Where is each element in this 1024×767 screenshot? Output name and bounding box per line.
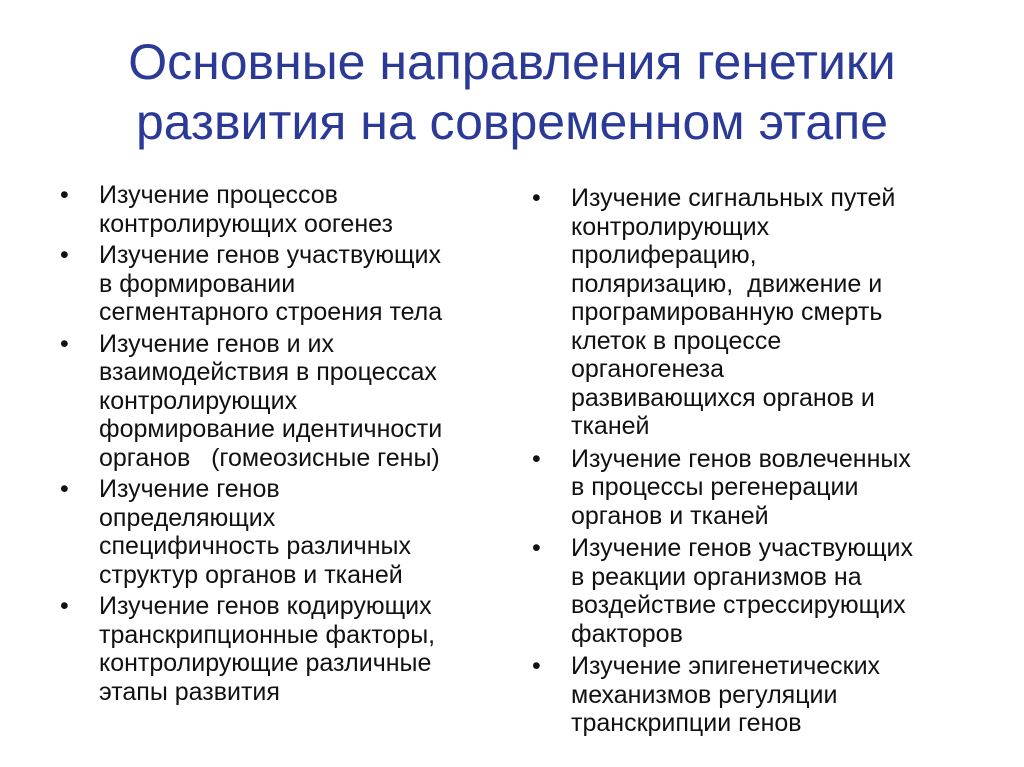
list-item-text <box>571 184 987 441</box>
text-line: специфичность различных <box>99 532 411 560</box>
text-line: структур органов и тканей <box>99 560 403 589</box>
title-line-1: Основные направления генетики <box>128 34 896 90</box>
list-item-text <box>99 592 500 706</box>
text-line: транскрипции генов <box>571 709 802 737</box>
text-line: Изучение эпигенетических <box>571 652 881 680</box>
text-line: Изучение генов <box>99 475 280 503</box>
text-line: воздействие стрессирующих <box>571 591 906 619</box>
text-line: Изучение генов и их <box>99 329 334 358</box>
bullet-dot-icon: • <box>532 184 541 212</box>
bullet-dot-icon: • <box>532 444 541 473</box>
text-line: контролирующих <box>99 386 298 415</box>
title-line-2: развития на современном этапе <box>135 94 889 150</box>
left-bullet-list <box>60 181 500 709</box>
text-line: органов и тканей <box>571 501 769 530</box>
text-line: Изучение генов участвующих <box>99 241 442 269</box>
list-item <box>532 445 987 531</box>
text-line: Изучение генов кодирующих <box>99 592 432 620</box>
text-line: формирование идентичности <box>99 415 443 443</box>
text-line: Изучение генов участвующих <box>571 534 914 562</box>
list-item-text <box>99 181 500 238</box>
bullet-dot-icon: • <box>60 181 69 209</box>
text-line: механизмов регуляции <box>571 680 838 709</box>
text-line: в формировании <box>99 269 296 298</box>
list-item <box>60 592 500 706</box>
text-line: в реакции организмов на <box>571 562 862 591</box>
list-item-text <box>99 475 500 589</box>
text-line: этапы развития <box>99 677 280 706</box>
text-line: транскрипционные факторы, <box>99 620 436 649</box>
slide-title <box>40 32 984 152</box>
text-line: сегментарного строения тела <box>99 298 443 326</box>
text-line: тканей <box>571 412 650 440</box>
text-line: в процессы регенерации <box>571 473 859 501</box>
bullet-dot-icon: • <box>60 241 69 269</box>
text-line: Изучение генов вовлеченных <box>571 444 911 473</box>
bullet-dot-icon: • <box>60 475 69 503</box>
text-line: развивающихся органов и <box>571 383 875 412</box>
list-item <box>532 184 987 441</box>
bullet-dot-icon: • <box>60 592 69 620</box>
text-line: определяющих <box>99 503 276 532</box>
text-line: поляризацию, движение и <box>571 269 883 298</box>
list-item <box>532 652 987 738</box>
text-line: взаимодействия в процессах <box>99 358 437 386</box>
list-item-text <box>99 241 500 327</box>
list-item-text <box>99 330 500 473</box>
list-item-text <box>571 534 987 648</box>
bullet-dot-icon: • <box>532 652 541 680</box>
text-line: Изучение сигнальных путей <box>571 184 896 212</box>
text-line: програмированную смерть <box>571 298 883 326</box>
list-item <box>60 475 500 589</box>
text-line: контролирующих оогенез <box>99 209 393 238</box>
list-item-text <box>571 652 987 738</box>
text-line: факторов <box>571 619 683 648</box>
list-item <box>60 241 500 327</box>
list-item <box>60 330 500 473</box>
text-line: Изучение процессов <box>99 181 338 209</box>
text-line: контролирующие различные <box>99 649 432 677</box>
bullet-dot-icon: • <box>60 329 69 358</box>
text-line: органов (гомеозисные гены) <box>99 443 440 472</box>
list-item <box>532 534 987 648</box>
bullet-dot-icon: • <box>532 534 541 562</box>
list-item-text <box>571 445 987 531</box>
list-item <box>60 181 500 238</box>
text-line: органогенеза <box>571 355 724 383</box>
right-bullet-list <box>532 184 987 742</box>
text-line: контролирующих <box>571 212 770 241</box>
text-line: клеток в процессе <box>571 326 782 355</box>
text-line: пролиферацию, <box>571 241 757 269</box>
